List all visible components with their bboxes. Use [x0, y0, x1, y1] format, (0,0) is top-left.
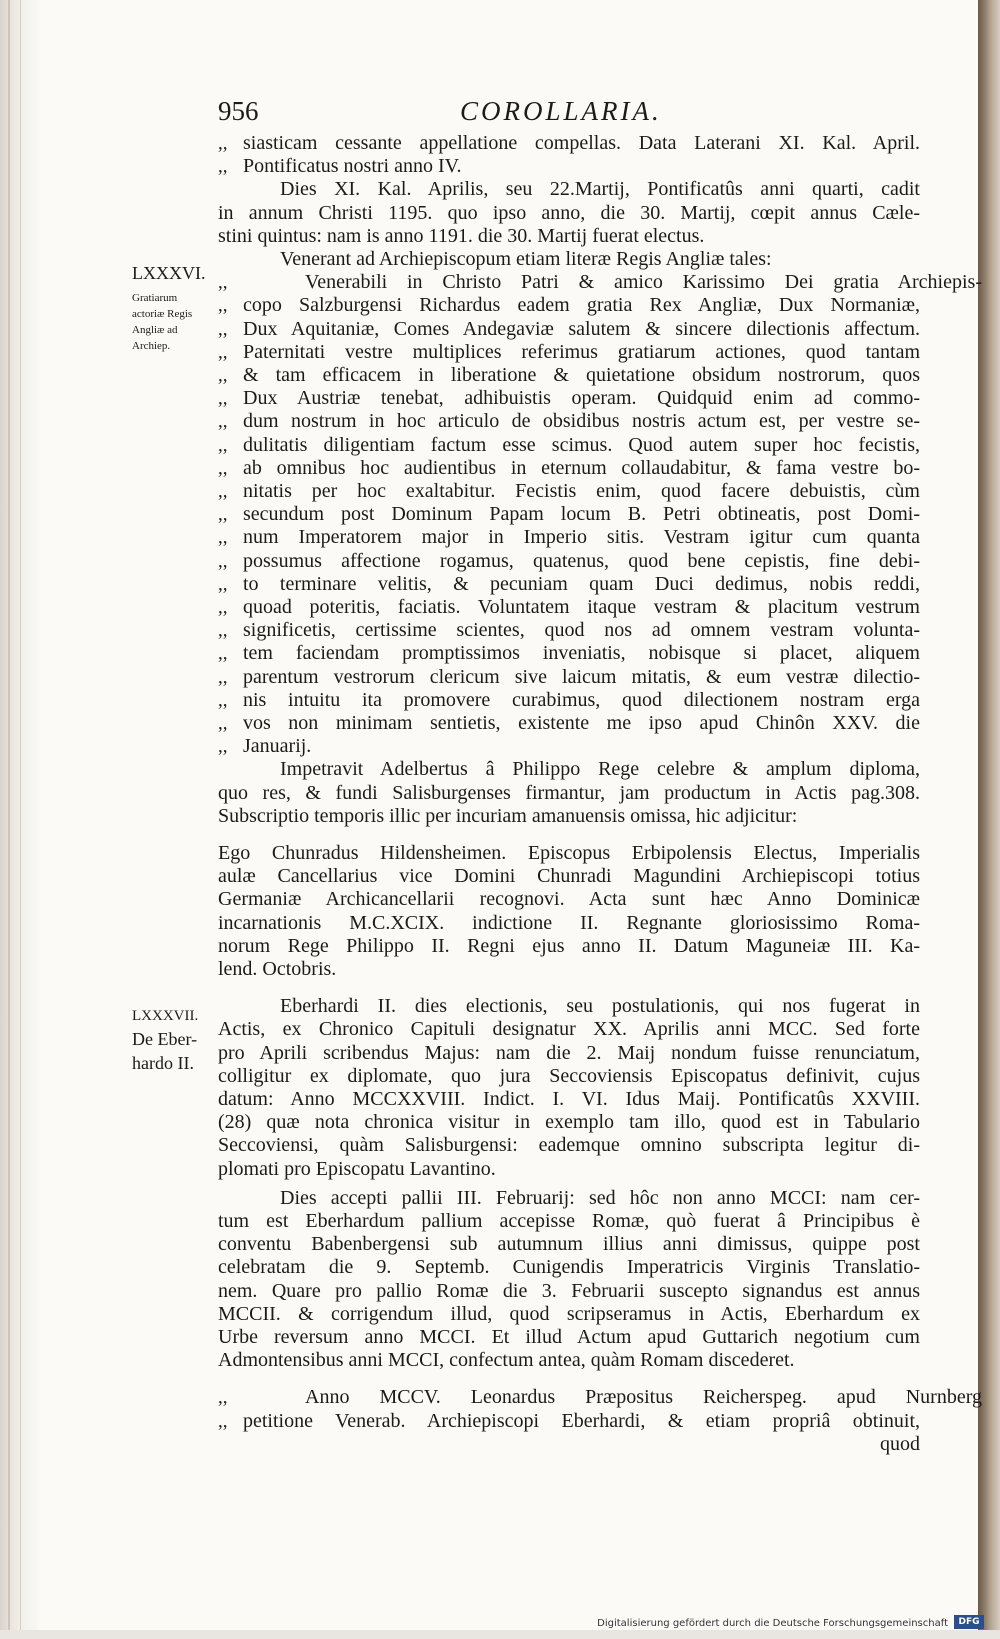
quote-mark: ,,: [218, 527, 228, 549]
text-line: Germaniæ Archicancellarii recognovi. Acta sunt hæc Anno Dominicæ: [218, 888, 920, 911]
text-line: petitione Venerab. Archiepiscopi Eberhardi, & etiam propriâ obtinuit,: [243, 1409, 920, 1432]
text-line: & tam efficacem in liberatione & quietatione obsidum nostrorum, quos: [243, 364, 920, 386]
margin-note-86-line3: Angliæ ad: [132, 324, 178, 336]
text-line: MCCII. & corrigendum illud, quod scripseramus in Actis, Eberhardum ex: [218, 1302, 920, 1325]
text-line: quod: [880, 1432, 920, 1455]
running-head: COROLLARIA.: [460, 96, 662, 126]
text-line: nem. Quare pro pallio Romæ die 3. Februarii suscepto signandus est annus: [218, 1279, 920, 1302]
margin-note-86-line1: Gratiarum: [132, 292, 178, 304]
text-line: nitatis per hoc exaltabitur. Fecistis enim, quod facere debuistis, cùm: [243, 480, 920, 502]
text-line: aulæ Cancellarius vice Domini Chunradi Magundini Archiepiscopi totius: [218, 865, 920, 888]
text-line: dulitatis diligentiam factum esse scimus. Quod autem super hoc fecistis,: [243, 433, 920, 456]
text-line: nis intuitu ita promovere curabimus, quod dilectionem nostram erga: [243, 688, 920, 711]
text-line: dum nostrum in hoc articulo de obsidibus nostris actum est, per vestre se-: [243, 410, 920, 433]
text-line: parentum vestrorum clericum sive laicum mitatis, & eum vestræ dilectio-: [243, 665, 920, 688]
text-line: Eberhardi II. dies electionis, seu postulationis, qui nos fugerat in: [280, 995, 920, 1018]
quote-mark: ,,: [218, 434, 228, 456]
quote-mark: ,,: [218, 713, 228, 734]
text-line: significetis, certissime scientes, quod nos ad omnem vestram volunta-: [243, 619, 920, 642]
text-line: Pontificatus nostri anno IV.: [243, 155, 462, 178]
text-line: Anno MCCV. Leonardus Præpositus Reicherspeg. apud Nurnberg: [305, 1386, 982, 1409]
text-line: Urbe reversum anno MCCI. Et illud Actum apud Guttarich negotium cum: [218, 1326, 920, 1348]
text-line: ab omnibus hoc audientibus in eternum collaudabitur, & fama vestre bo-: [243, 456, 920, 479]
quote-mark: ,,: [218, 481, 228, 502]
text-line: siasticam cessante appellatione compellas. Data Laterani XI. Kal. April.: [243, 132, 920, 154]
text-line: conventu Babenbergensi sub autumnum illius anni dimissus, quippe post: [218, 1233, 920, 1256]
text-line: incarnationis M.C.XCIX. indictione II. Regnante gloriosissimo Roma-: [218, 911, 920, 934]
quote-mark: ,,: [218, 689, 228, 711]
quote-mark: ,,: [218, 597, 228, 618]
page-number: 956: [218, 96, 259, 126]
text-line: Paternitati vestre multiplices referimus gratiarum actiones, quod tantam: [243, 340, 920, 363]
text-line: Seccoviensi, quàm Salisburgensi: eademque omnino subscripta legitur di-: [218, 1134, 920, 1157]
text-line: quoad poteritis, faciatis. Voluntatem itaque vestram & placitum vestrum: [243, 596, 920, 618]
quote-mark: ,,: [218, 156, 228, 178]
text-line: plomati pro Episcopatu Lavantino.: [218, 1157, 496, 1180]
margin-note-86: LXXXVI.: [132, 263, 206, 283]
text-line: in annum Christi 1195. quo ipso anno, die 30. Martij, cœpit annus Cæle-: [218, 201, 920, 224]
text-line: Actis, ex Chronico Capituli designatur XX. Aprilis anni MCC. Sed forte: [218, 1018, 920, 1041]
text-line: pro Aprili scribendus Majus: nam die 2. Maij nondum fuisse renunciatum,: [218, 1041, 920, 1064]
book-gutter: [0, 0, 38, 1630]
footer-bar: [0, 1630, 1000, 1639]
text-line: Dies XI. Kal. Aprilis, seu 22.Martij, Pontificatûs anni quarti, cadit: [280, 178, 920, 201]
text-line: tem faciendam promptissimos inveniatis, nobisque si placet, aliquem: [243, 642, 920, 665]
text-line: stini quintus: nam is anno 1191. die 30. Martij fuerat electus.: [218, 224, 705, 247]
margin-note-87: LXXXVII.: [132, 1008, 199, 1024]
quote-mark: ,,: [218, 643, 228, 665]
text-line: Venerabili in Christo Patri & amico Karissimo Dei gratia Archiepis-: [305, 271, 982, 294]
quote-mark: ,,: [218, 365, 228, 386]
text-line: num Imperatorem major in Imperio sitis. Vestram igitur cum quanta: [243, 526, 920, 549]
quote-mark: ,,: [218, 1387, 228, 1409]
text-line: Admontensibus anni MCCI, confectum antea, quàm Romam discederet.: [218, 1349, 795, 1372]
quote-mark: ,,: [218, 133, 228, 154]
text-line: Dux Aquitaniæ, Comes Andegaviæ salutem & sincere dilectionis affectum.: [243, 317, 920, 340]
quote-mark: ,,: [218, 318, 228, 340]
text-line: vos non minimam sentietis, existente me ipso apud Chinôn XXV. die: [243, 712, 920, 734]
text-line: copo Salzburgensi Richardus eadem gratia Rex Angliæ, Dux Normaniæ,: [243, 294, 920, 317]
text-line: Dies accepti pallii III. Februarij: sed hôc non anno MCCI: nam cer-: [280, 1186, 920, 1209]
quote-mark: ,,: [218, 388, 228, 410]
page-header: [218, 96, 920, 130]
dfg-logo: DFG: [954, 1615, 984, 1629]
text-line: lend. Octobris.: [218, 958, 337, 980]
margin-note-87-line1: De Eber-: [132, 1029, 198, 1049]
quote-mark: ,,: [218, 573, 228, 595]
text-line: Venerant ad Archiepiscopum etiam literæ Regis Angliæ tales:: [280, 248, 772, 270]
quote-mark: ,,: [218, 504, 228, 526]
text-line: norum Rege Philippo II. Regni ejus anno II. Datum Maguneiæ III. Ka-: [218, 934, 920, 957]
margin-note-86-line4: Archiep.: [132, 340, 171, 352]
quote-mark: ,,: [218, 341, 228, 363]
text-line: Januarij.: [243, 735, 312, 758]
text-line: quo res, & fundi Salisburgenses firmantur, jam productum in Actis pag.308.: [218, 781, 920, 804]
text-line: possumus affectione rogamus, quatenus, quod bene cepistis, fine debi-: [243, 549, 920, 572]
text-line: Dux Austriæ tenebat, adhibuistis operam. Quidquid enim ad commo-: [243, 387, 920, 410]
text-line: Impetravit Adelbertus â Philippo Rege celebre & amplum diploma,: [280, 758, 920, 781]
quote-mark: ,,: [218, 457, 228, 479]
text-line: tum est Eberhardum pallium accepisse Romæ, quò fuerat â Principibus è: [218, 1210, 920, 1232]
quote-mark: ,,: [218, 1410, 228, 1432]
quote-mark: ,,: [218, 666, 228, 688]
quote-mark: ,,: [218, 736, 228, 758]
text-line: Ego Chunradus Hildensheimen. Episcopus Erbipolensis Electus, Imperialis: [218, 842, 920, 864]
margin-note-86-line2: actoriæ Regis: [132, 308, 193, 320]
text-line: secundum post Dominum Papam locum B. Petri obtineatis, post Domi-: [243, 503, 920, 526]
margin-note-87-line2: hardo II.: [132, 1053, 194, 1073]
text-line: colligitur ex diplomate, quo jura Seccoviensis Episcopatus definivit, cujus: [218, 1064, 920, 1087]
quote-mark: ,,: [218, 411, 228, 433]
text-line: Subscriptio temporis illic per incuriam amanuensis omissa, hic adjicitur:: [218, 804, 798, 827]
quote-mark: ,,: [218, 272, 228, 294]
quote-mark: ,,: [218, 295, 228, 317]
text-line: celebratam die 9. Septemb. Cunigendis Imperatricis Virginis Translatio-: [218, 1256, 920, 1279]
quote-mark: ,,: [218, 550, 228, 572]
digitization-credit: Digitalisierung gefördert durch die Deutsche Forschungsgemeinschaft: [597, 1618, 948, 1629]
text-line: datum: Anno MCCXXVIII. Indict. I. VI. Idus Maij. Pontificatûs XXVIII.: [218, 1088, 920, 1110]
quote-mark: ,,: [218, 620, 228, 642]
text-line: (28) quæ nota chronica visitur in exemplo tam illo, quod est in Tabulario: [218, 1111, 920, 1134]
text-line: to terminare velitis, & pecuniam quam Duci dedimus, nobis reddi,: [243, 572, 920, 595]
